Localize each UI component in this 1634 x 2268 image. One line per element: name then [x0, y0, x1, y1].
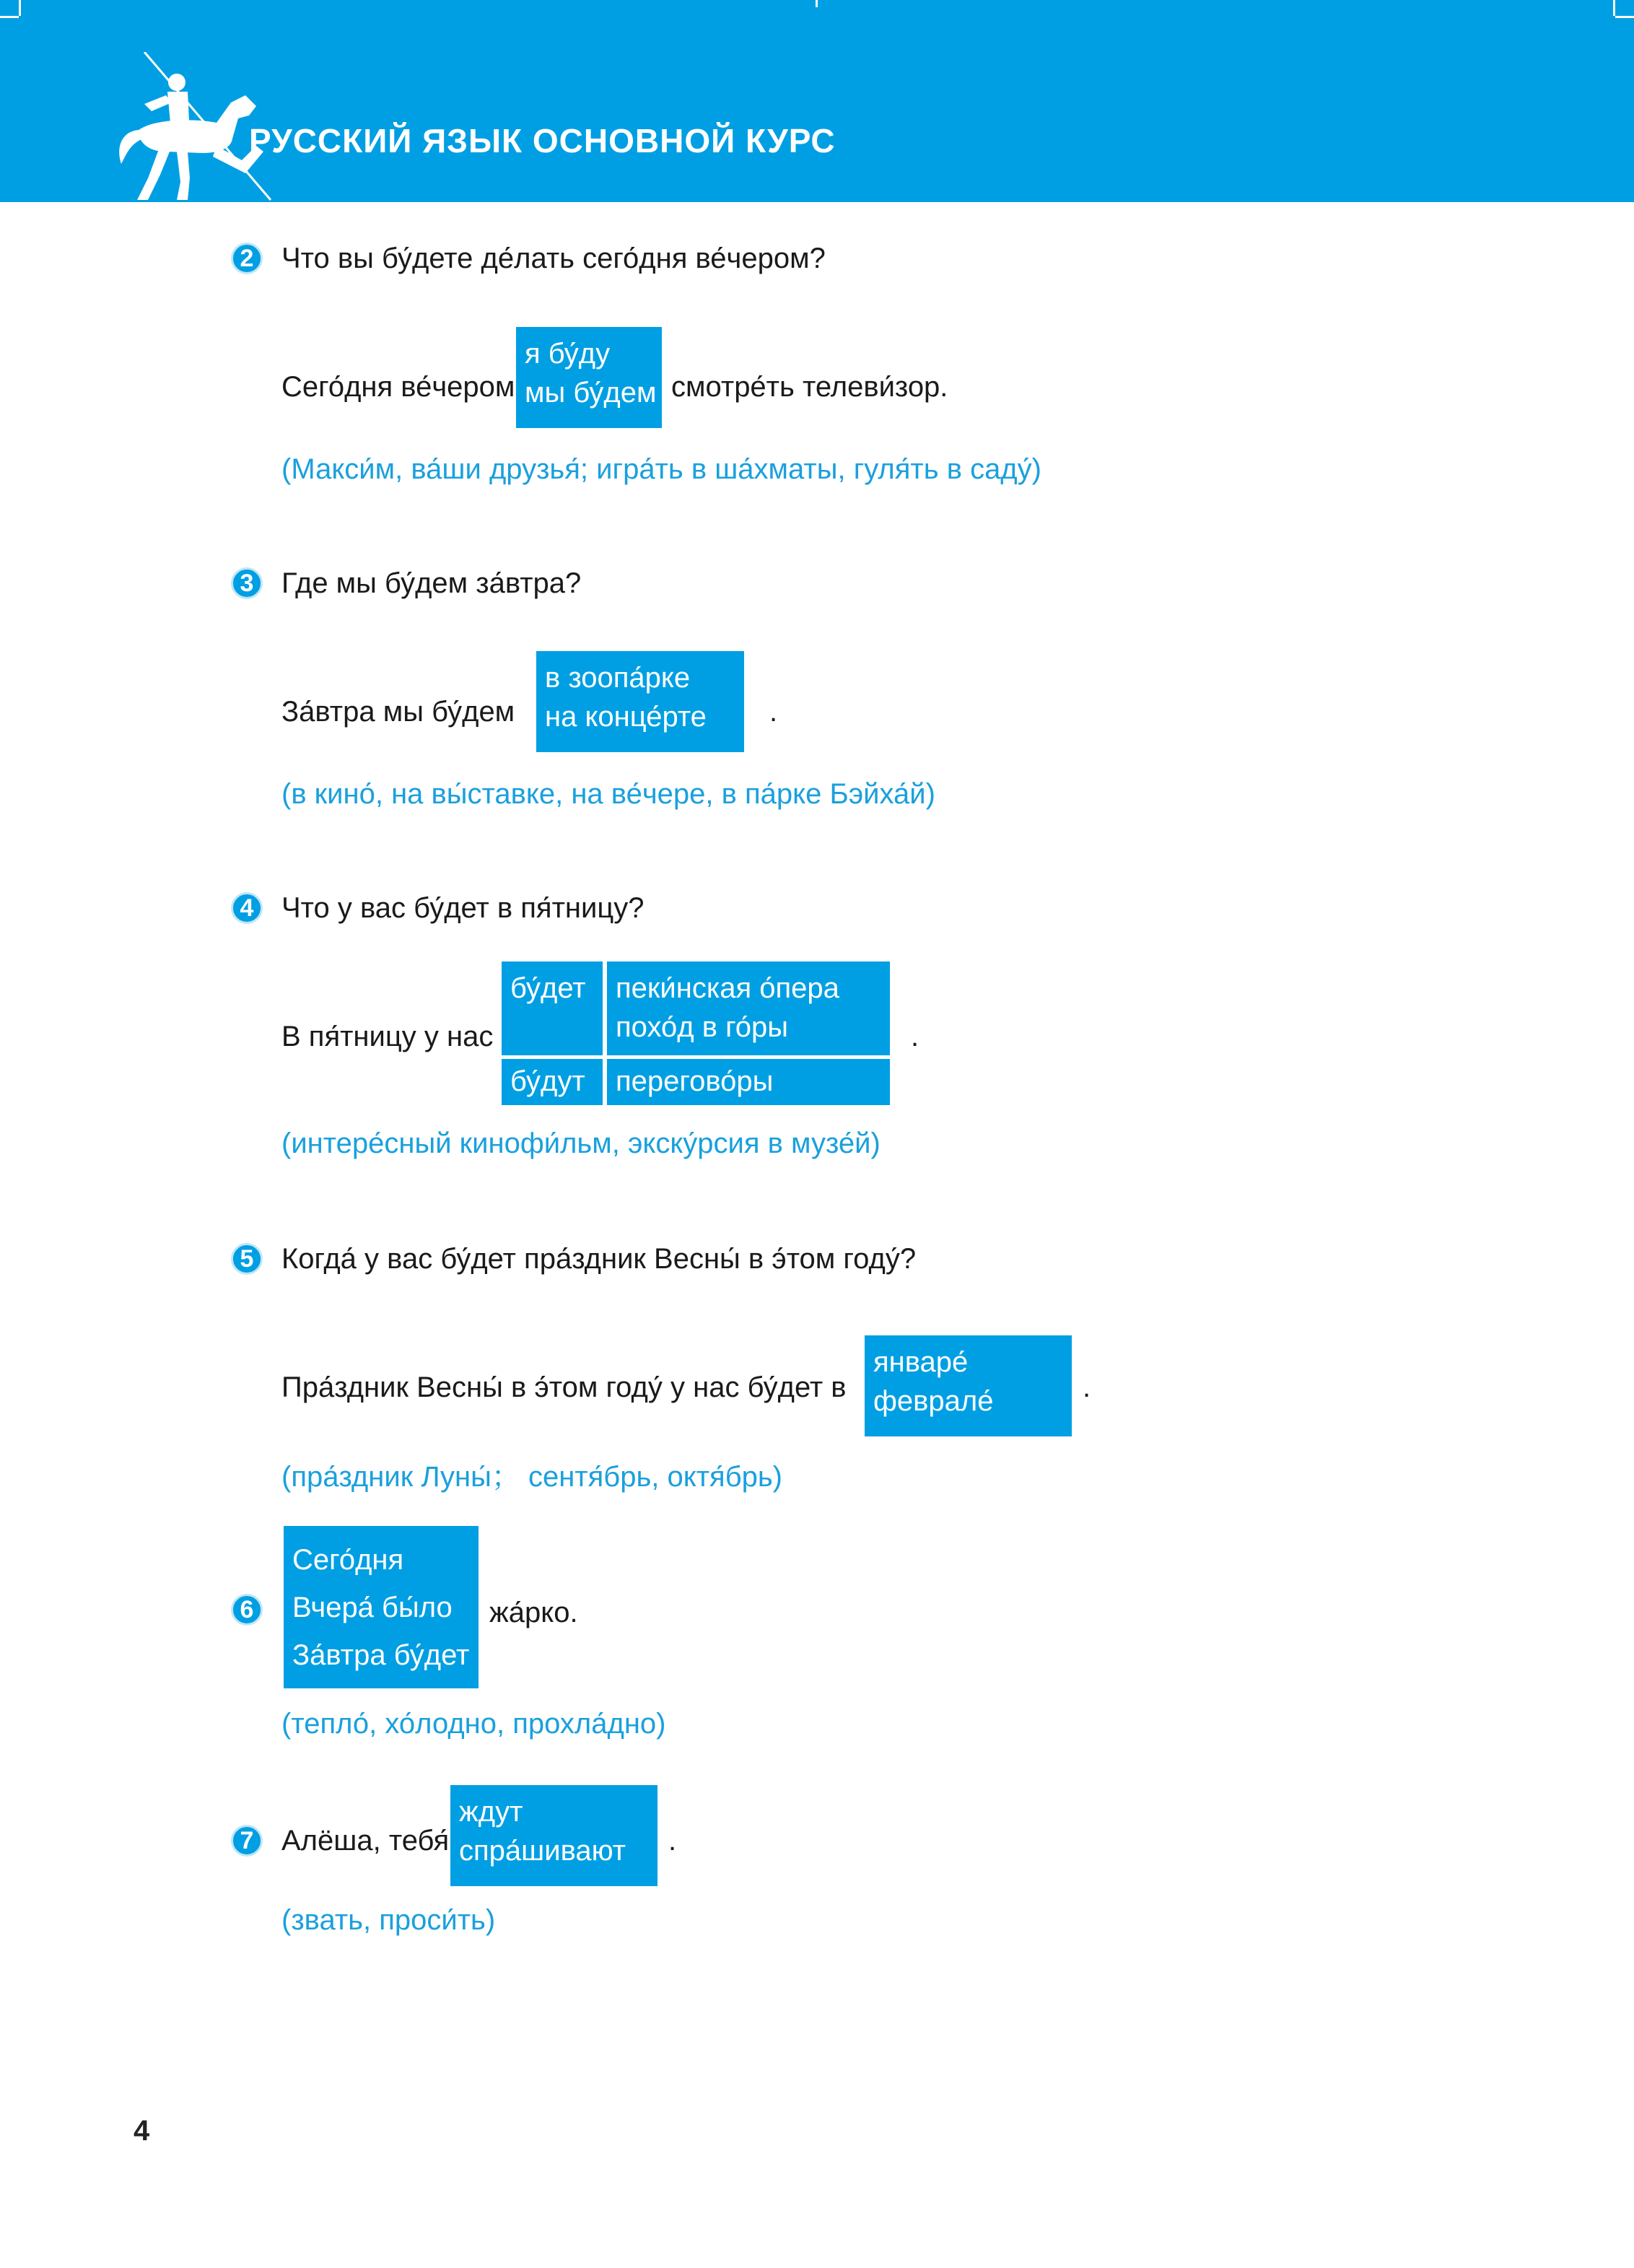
- substitution-hint: (в кино́, на вы́ставке, на ве́чере, в па́рке Бэйха́й): [281, 778, 935, 810]
- exercise-number-badge: 4: [231, 892, 263, 924]
- exercise-question: Когда́ у вас бу́дет пра́здник Весны́ в э́том году́?: [281, 1243, 917, 1275]
- substitution-option: бу́дет: [510, 972, 586, 1004]
- sentence-suffix: .: [668, 1825, 677, 1857]
- book-title: РУССКИЙ ЯЗЫК ОСНОВНОЙ КУРС: [249, 122, 836, 160]
- crop-mark: [816, 0, 818, 7]
- substitution-verb-box: [502, 961, 603, 1055]
- substitution-option: перегово́ры: [616, 1065, 774, 1097]
- exercise-number-badge: 6: [231, 1594, 263, 1626]
- substitution-box: [607, 961, 890, 1055]
- substitution-option: бу́дут: [510, 1065, 585, 1097]
- crop-mark: [1613, 0, 1615, 16]
- substitution-option: я бу́ду: [525, 338, 611, 370]
- sentence-suffix: жа́рко.: [489, 1597, 578, 1628]
- sentence-suffix: .: [769, 696, 778, 728]
- substitution-option: Сего́дня: [292, 1544, 404, 1576]
- substitution-hint: (Макси́м, ва́ши друзья́; игра́ть в ша́хматы, гуля́ть в саду́): [281, 453, 1041, 485]
- substitution-option: спра́шивают: [459, 1835, 626, 1867]
- substitution-option: в зоопа́рке: [545, 662, 691, 694]
- substitution-box: [865, 1335, 1072, 1436]
- exercise-number-badge: 3: [231, 567, 263, 599]
- substitution-option: ждут: [459, 1796, 523, 1828]
- substitution-option: мы бу́дем: [525, 377, 657, 409]
- sentence-prefix: За́втра мы бу́дем: [281, 696, 515, 728]
- substitution-verb-box: [502, 1059, 603, 1105]
- substitution-option: похо́д в го́ры: [616, 1011, 789, 1043]
- exercise-number-badge: 5: [231, 1243, 263, 1275]
- substitution-hint: (интере́сный кинофи́льм, экску́рсия в музе́й): [281, 1128, 881, 1159]
- exercise-number-badge: 2: [231, 243, 263, 274]
- substitution-option: на конце́рте: [545, 701, 707, 733]
- sentence-prefix: В пя́тницу у нас: [281, 1021, 494, 1052]
- crop-mark: [1615, 16, 1634, 18]
- sentence-suffix: смотре́ть телеви́зор.: [671, 371, 948, 403]
- exercise-question: Что у вас бу́дет в пя́тницу?: [281, 892, 645, 924]
- header-band: [0, 0, 1634, 202]
- exercise-number-badge: 7: [231, 1825, 263, 1857]
- sentence-prefix: Пра́здник Весны́ в э́том году́ у нас бу́дет в: [281, 1371, 847, 1403]
- substitution-box: [516, 327, 662, 428]
- sentence-suffix: .: [911, 1021, 919, 1052]
- crop-mark: [19, 0, 21, 16]
- substitution-hint: (тепло́, хо́лодно, прохла́дно): [281, 1708, 666, 1740]
- substitution-box: [607, 1059, 890, 1105]
- substitution-option: Вчера́ бы́ло: [292, 1592, 453, 1623]
- sentence-prefix: Алёша, тебя́: [281, 1825, 450, 1857]
- sentence-suffix: .: [1083, 1371, 1091, 1403]
- substitution-option: пеки́нская о́пера: [616, 972, 839, 1004]
- crop-mark: [0, 16, 19, 18]
- substitution-box: [536, 651, 744, 752]
- substitution-option: За́втра бу́дет: [292, 1639, 470, 1671]
- page-number: 4: [134, 2115, 150, 2147]
- substitution-box: [450, 1785, 657, 1886]
- sentence-prefix: Сего́дня ве́чером: [281, 371, 515, 403]
- substitution-option: январе́: [873, 1346, 969, 1378]
- substitution-option: феврале́: [873, 1385, 994, 1417]
- substitution-hint: (пра́здник Луны́； сентя́брь, октя́брь): [281, 1461, 783, 1493]
- exercise-question: Что вы бу́дете де́лать сего́дня ве́чером?: [281, 243, 826, 274]
- exercise-question: Где мы бу́дем за́втра?: [281, 567, 582, 599]
- substitution-hint: (звать, проси́ть): [281, 1904, 496, 1936]
- substitution-box: [284, 1526, 479, 1688]
